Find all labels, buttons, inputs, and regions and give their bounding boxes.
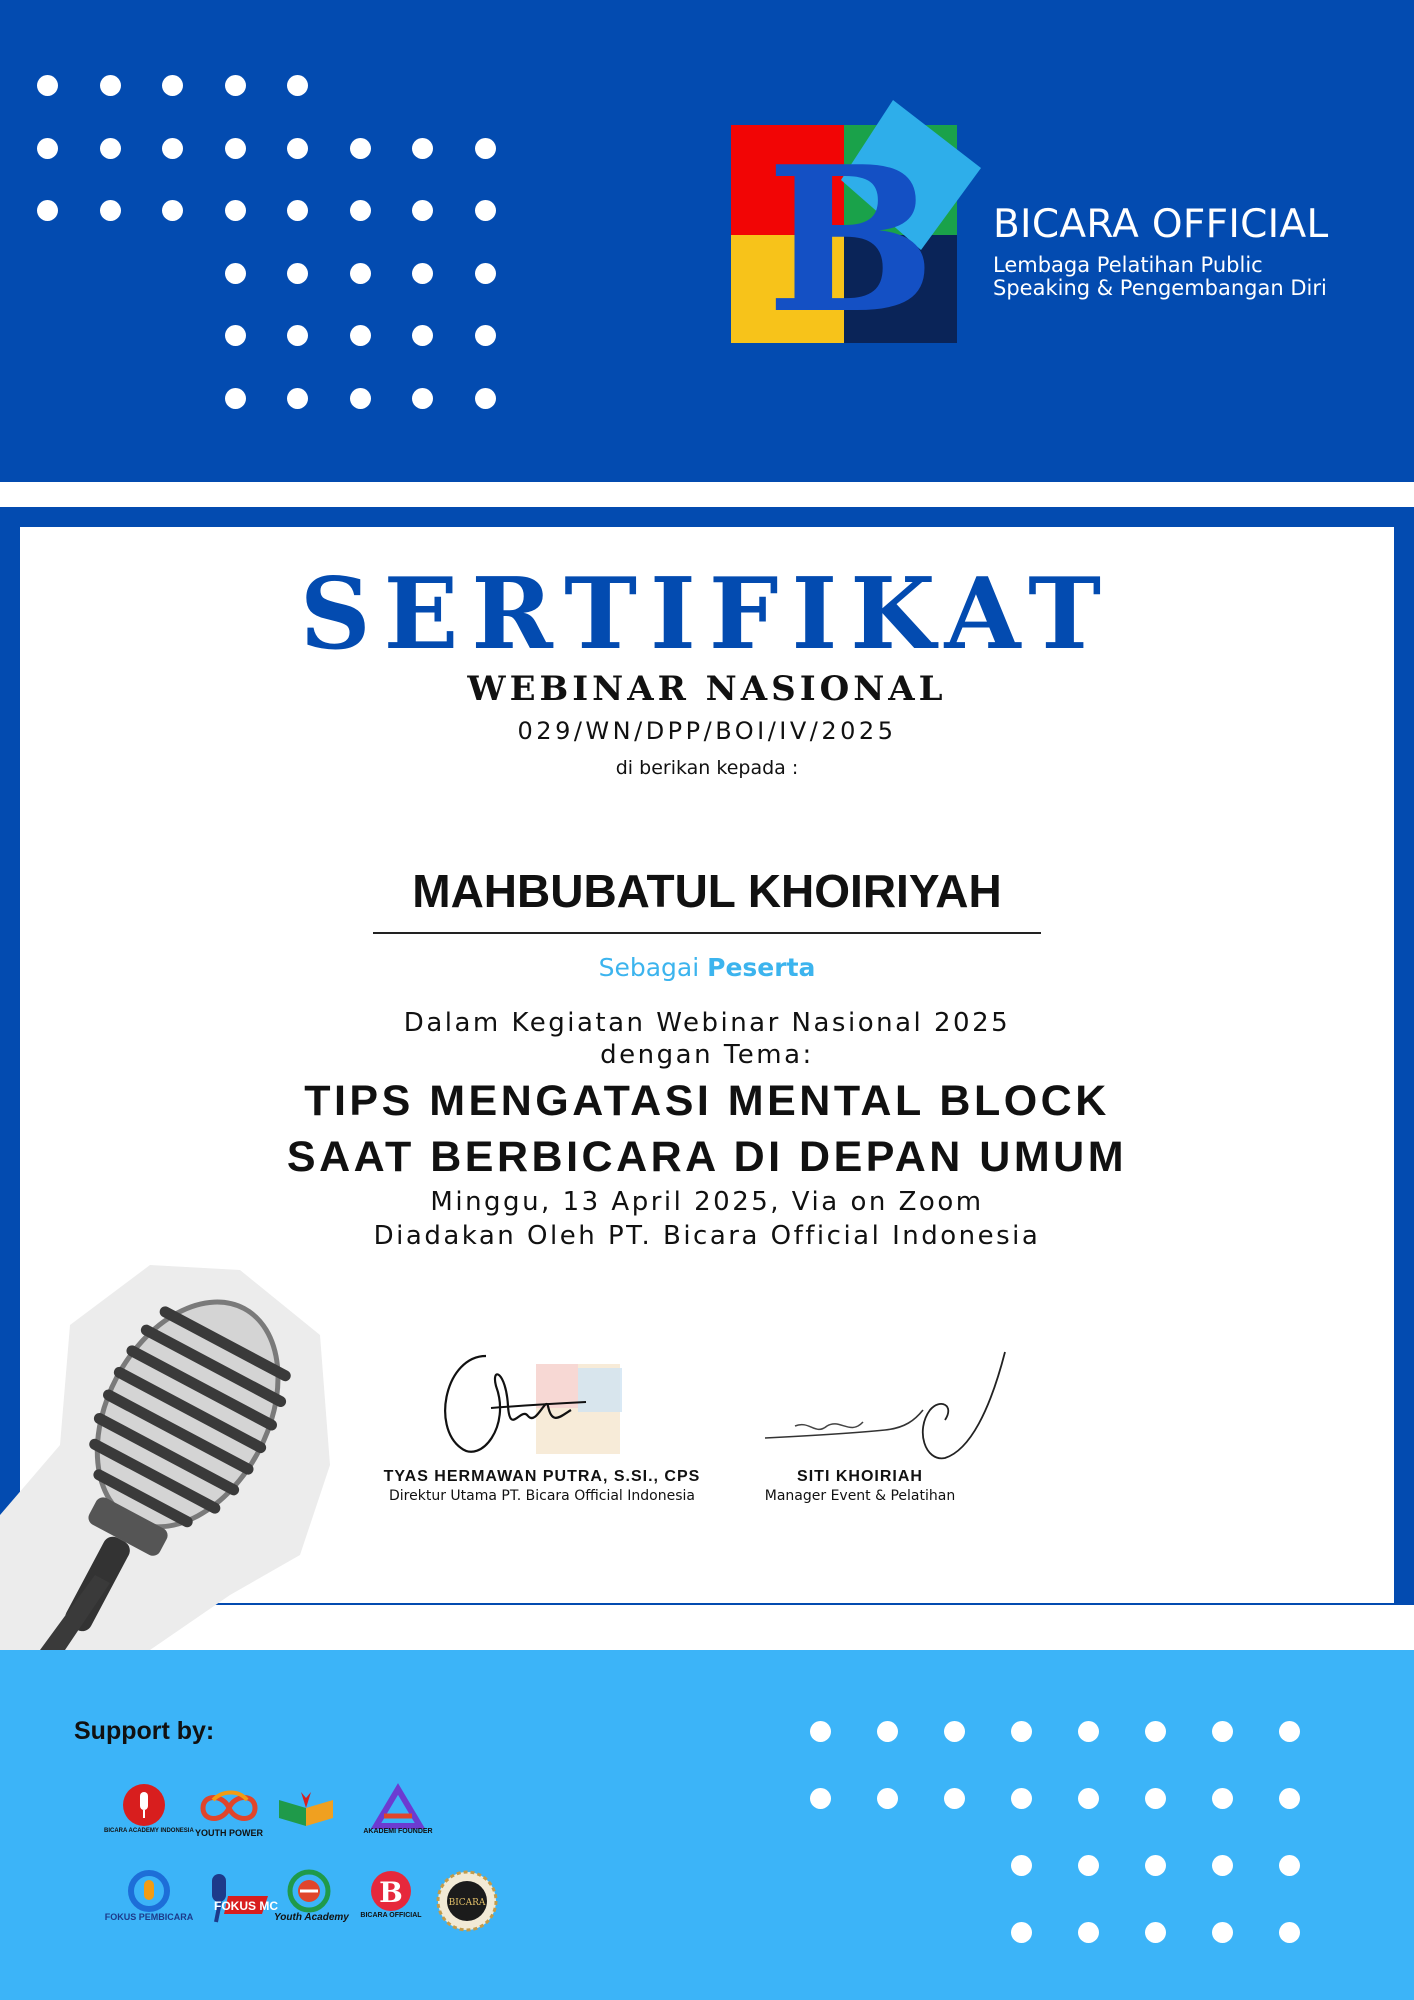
bicara-badge-icon	[436, 1870, 498, 1932]
signature-2-image	[765, 1350, 1015, 1460]
decorative-dot	[100, 200, 121, 221]
brand-tagline-line1: Lembaga Pelatihan Public	[993, 253, 1263, 277]
decorative-dot	[162, 200, 183, 221]
decorative-dot	[877, 1721, 898, 1742]
decorative-dot	[1145, 1788, 1166, 1809]
participant-role	[0, 953, 1414, 982]
decorative-dot	[810, 1721, 831, 1742]
decorative-dot	[287, 75, 308, 96]
certificate-number: 029/WN/DPP/BOI/IV/2025	[517, 717, 897, 745]
badge-text: BICARA	[448, 1898, 486, 1908]
sponsor-akademi-founder-logo	[362, 1786, 434, 1842]
fokus-pembicara-icon	[104, 1870, 194, 1912]
decorative-dot	[412, 263, 433, 284]
decorative-dot	[1145, 1721, 1166, 1742]
given-to-label: di berikan kepada :	[615, 757, 799, 779]
decorative-dot	[944, 1788, 965, 1809]
youth-academy-icon	[274, 1870, 344, 1912]
decorative-dot	[350, 138, 371, 159]
sponsor-bicara-badge-logo	[436, 1870, 498, 1932]
brand-tagline	[993, 254, 1393, 300]
decorative-dot	[475, 263, 496, 284]
decorative-dot	[1279, 1788, 1300, 1809]
theme-label: dengan Tema:	[600, 1040, 814, 1070]
certificate-subtitle: WEBINAR NASIONAL	[467, 669, 947, 709]
name-underline	[373, 932, 1041, 934]
sponsor-label: Youth Academy	[274, 1912, 349, 1923]
bicara-official-icon	[356, 1870, 426, 1912]
sponsor-fokus-pembicara-logo	[104, 1870, 194, 1926]
decorative-dot	[100, 75, 121, 96]
decorative-dot	[1078, 1922, 1099, 1943]
decorative-dot	[1145, 1855, 1166, 1876]
decorative-dot	[412, 325, 433, 346]
sponsor-bicara-official-logo	[356, 1870, 426, 1928]
akademi-founder-icon	[362, 1786, 434, 1828]
fokus-mc-icon	[206, 1870, 278, 1926]
decorative-dot	[412, 138, 433, 159]
decorative-dot	[225, 200, 246, 221]
decorative-dot	[225, 138, 246, 159]
decorative-dot	[1011, 1788, 1032, 1809]
logo-letter-b: B	[766, 123, 936, 358]
sponsor-youth-academy-logo	[274, 1870, 349, 1928]
role-prefix: Sebagai	[598, 953, 700, 982]
role-value: Peserta	[707, 953, 816, 982]
decorative-dot	[225, 75, 246, 96]
sponsor-label: BICARA OFFICIAL	[360, 1912, 422, 1919]
sponsor-label: YOUTH POWER	[194, 1828, 263, 1838]
book-icon	[273, 1788, 339, 1830]
decorative-dot	[1279, 1855, 1300, 1876]
decorative-dot	[1011, 1922, 1032, 1943]
signatory-2-name: SITI KHOIRIAH	[797, 1468, 923, 1485]
decorative-dot	[37, 75, 58, 96]
fokus-mc-text: FOKUS MC	[214, 1899, 278, 1913]
decorative-dot	[1212, 1855, 1233, 1876]
decorative-dot	[475, 388, 496, 409]
decorative-dot	[350, 263, 371, 284]
theme-title-line1: TIPS MENGATASI MENTAL BLOCK	[304, 1077, 1110, 1125]
decorative-dot	[475, 200, 496, 221]
decorative-dot	[287, 138, 308, 159]
signatory-1-name: TYAS HERMAWAN PUTRA, S.SI., CPS	[383, 1468, 701, 1485]
decorative-dot	[1011, 1855, 1032, 1876]
decorative-dot	[162, 75, 183, 96]
sponsor-label: FOKUS PEMBICARA	[104, 1912, 194, 1922]
decorative-dot	[1011, 1721, 1032, 1742]
decorative-dot	[412, 200, 433, 221]
event-organizer: Diadakan Oleh PT. Bicara Official Indonesia	[373, 1221, 1041, 1251]
svg-text:B: B	[379, 1876, 403, 1909]
microphone-icon	[0, 1265, 340, 1650]
decorative-dot	[1078, 1788, 1099, 1809]
decorative-dot	[100, 138, 121, 159]
decorative-dot	[1279, 1922, 1300, 1943]
support-label: Support by:	[74, 1717, 215, 1745]
decorative-dot	[877, 1788, 898, 1809]
decorative-dot	[225, 388, 246, 409]
sponsor-book-logo	[273, 1788, 339, 1842]
decorative-dot	[944, 1721, 965, 1742]
decorative-dot	[287, 200, 308, 221]
decorative-dot	[37, 138, 58, 159]
decorative-dot	[287, 388, 308, 409]
signatory-2-title: Manager Event & Pelatihan	[764, 1488, 956, 1504]
decorative-dot	[1279, 1721, 1300, 1742]
bicara-academy-icon	[104, 1783, 184, 1827]
decorative-dot	[162, 138, 183, 159]
sponsor-youth-power-logo	[193, 1786, 265, 1842]
decorative-dot	[412, 388, 433, 409]
event-date: Minggu, 13 April 2025, Via on Zoom	[430, 1187, 984, 1217]
sponsor-fokus-mc-logo	[206, 1870, 278, 1926]
decorative-dot	[287, 263, 308, 284]
certificate-title: SERTIFIKAT	[299, 557, 1115, 672]
sponsor-bicara-academy-logo	[104, 1783, 194, 1841]
signatory-1-title: Direktur Utama PT. Bicara Official Indonesia	[389, 1488, 695, 1504]
decorative-dot	[810, 1788, 831, 1809]
decorative-dot	[475, 138, 496, 159]
decorative-dot	[350, 388, 371, 409]
bicara-b-logo-icon	[731, 100, 981, 358]
decorative-dot	[475, 325, 496, 346]
decorative-dot	[225, 263, 246, 284]
signature-1-image	[436, 1346, 646, 1466]
decorative-dot	[1078, 1855, 1099, 1876]
recipient-name: MAHBUBATUL KHOIRIYAH	[412, 865, 1002, 917]
theme-title-line2: SAAT BERBICARA DI DEPAN UMUM	[286, 1133, 1128, 1181]
decorative-dot	[1145, 1922, 1166, 1943]
decorative-dot	[1212, 1922, 1233, 1943]
decorative-dot	[1078, 1721, 1099, 1742]
decorative-dot	[287, 325, 308, 346]
decorative-dot	[225, 325, 246, 346]
youth-power-icon	[193, 1786, 265, 1828]
decorative-dot	[350, 200, 371, 221]
decorative-dot	[1212, 1788, 1233, 1809]
brand-name: BICARA OFFICIAL	[993, 202, 1329, 247]
decorative-dot	[350, 325, 371, 346]
sponsor-label: BICARA ACADEMY INDONESIA	[104, 1828, 194, 1834]
brand-tagline-line2: Speaking & Pengembangan Diri	[993, 276, 1327, 300]
decorative-dot	[37, 200, 58, 221]
sponsor-label: AKADEMI FOUNDER	[363, 1828, 433, 1835]
event-description: Dalam Kegiatan Webinar Nasional 2025	[403, 1008, 1011, 1038]
decorative-dot	[1212, 1721, 1233, 1742]
